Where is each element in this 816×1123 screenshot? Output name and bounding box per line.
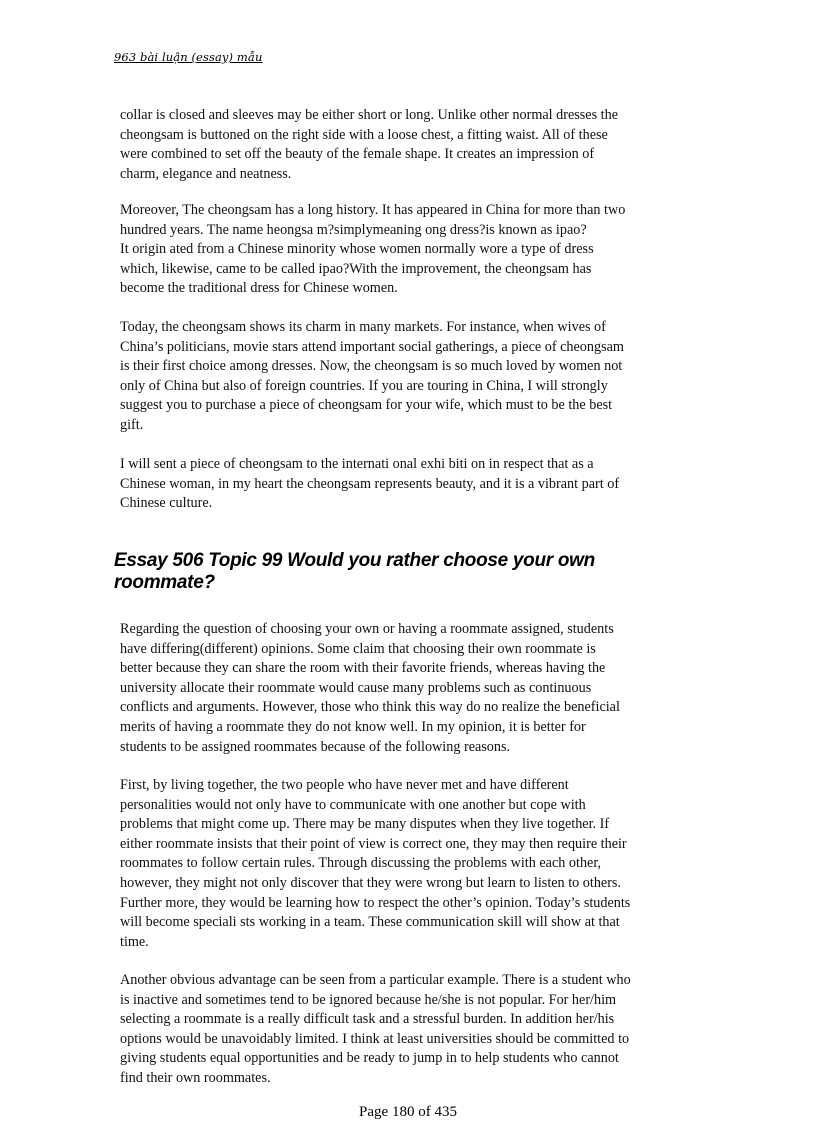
text-line: personalities would not only have to communicate with one another but cope with xyxy=(120,796,586,813)
text-line: hundred years. The name heongsa m?simplymeaning ong dress?is known as ipao? xyxy=(120,221,587,238)
paragraph-roommate-intro xyxy=(120,620,704,757)
paragraph-cheongsam-conclusion xyxy=(120,455,704,514)
text-line: selecting a roommate is a really difficult task and a stressful burden. In addition her/his xyxy=(120,1011,615,1028)
essay-heading xyxy=(114,550,714,594)
text-line: charm, elegance and neatness. xyxy=(120,165,292,182)
text-line: university allocate their roommate would cause many problems such as continuous xyxy=(120,679,592,696)
page-number: Page 180 of 435 xyxy=(359,1104,457,1120)
text-line: Today, the cheongsam shows its charm in many markets. For instance, when wives of xyxy=(120,319,606,335)
text-line: Moreover, The cheongsam has a long history. It has appeared in China for more than two xyxy=(120,202,626,218)
text-line: Further more, they would be learning how to respect the other’s opinion. Today’s students xyxy=(120,894,631,911)
text-line: become the traditional dress for Chinese women. xyxy=(120,280,398,297)
paragraph-cheongsam-today xyxy=(120,318,704,436)
text-line: which, likewise, came to be called ipao?With the improvement, the cheongsam has xyxy=(120,260,592,277)
text-line: roommates to follow certain rules. Through discussing the problems with each other, xyxy=(120,855,602,872)
text-line: will become speciali sts working in a team. These communication skill will show at that xyxy=(120,914,620,931)
text-line: only of China but also of foreign countries. If you are touring in China, I will strongly xyxy=(120,377,608,394)
text-line: time. xyxy=(120,933,149,950)
paragraph-roommate-another xyxy=(120,971,704,1089)
text-line: have differing(different) opinions. Some claim that choosing their own roommate is xyxy=(120,640,596,657)
text-line: however, they might not only discover that they were wrong but learn to listen to others. xyxy=(120,874,622,891)
text-line: either roommate insists that their point of view is correct one, they may then require their xyxy=(120,835,627,852)
text-line: gift. xyxy=(120,416,144,433)
text-line: find their own roommates. xyxy=(120,1069,271,1086)
text-line: students to be assigned roommates because of the following reasons. xyxy=(120,738,511,755)
page-header: 963 bài luận (essay) mẫu xyxy=(114,50,263,64)
text-line: merits of having a roommate they do not know well. In my opinion, it is better for xyxy=(120,718,586,735)
essay-heading-line: roommate? xyxy=(114,572,215,593)
text-line: conflicts and arguments. However, those who think this way do no realize the beneficial xyxy=(120,699,620,716)
text-line: were combined to set off the beauty of the female shape. It creates an impression of xyxy=(120,146,595,163)
text-line: is inactive and sometimes tend to be ignored because he/she is not popular. For her/him xyxy=(120,991,617,1008)
text-line: problems that might come up. There may be many disputes when they live together. If xyxy=(120,816,610,833)
paragraph-roommate-first xyxy=(120,776,704,952)
text-line: is their first choice among dresses. Now, the cheongsam is so much loved by women not xyxy=(120,358,623,375)
text-line: China’s politicians, movie stars attend important social gatherings, a piece of cheongsam xyxy=(120,338,624,355)
text-line: Another obvious advantage can be seen from a particular example. There is a student who xyxy=(120,972,631,988)
text-line: Chinese culture. xyxy=(120,495,213,512)
essay-heading-line: Essay 506 Topic 99 Would you rather choose your own xyxy=(114,550,595,571)
paragraph-cheongsam-collar xyxy=(120,106,704,184)
text-line: cheongsam is buttoned on the right side with a loose chest, a fitting waist. All of these xyxy=(120,126,608,143)
text-line: First, by living together, the two people who have never met and have different xyxy=(120,777,569,793)
text-line: I will sent a piece of cheongsam to the internati onal exhi biti on in respect that as a xyxy=(120,456,594,472)
text-line: better because they can share the room with their favorite friends, whereas having the xyxy=(120,660,606,677)
text-line: options would be unavoidably limited. I think at least universities should be committed to xyxy=(120,1030,630,1047)
text-line: giving students equal opportunities and be ready to jump in to help students who cannot xyxy=(120,1050,619,1067)
text-line: Chinese woman, in my heart the cheongsam represents beauty, and it is a vibrant part of xyxy=(120,475,620,492)
text-line: It origin ated from a Chinese minority whose women normally wore a type of dress xyxy=(120,241,594,258)
paragraph-cheongsam-history xyxy=(120,201,704,299)
text-line: collar is closed and sleeves may be either short or long. Unlike other normal dresses the xyxy=(120,107,618,123)
text-line: suggest you to purchase a piece of cheongsam for your wife, which must to be the best xyxy=(120,397,613,414)
text-line: Regarding the question of choosing your own or having a roommate assigned, students xyxy=(120,621,614,637)
